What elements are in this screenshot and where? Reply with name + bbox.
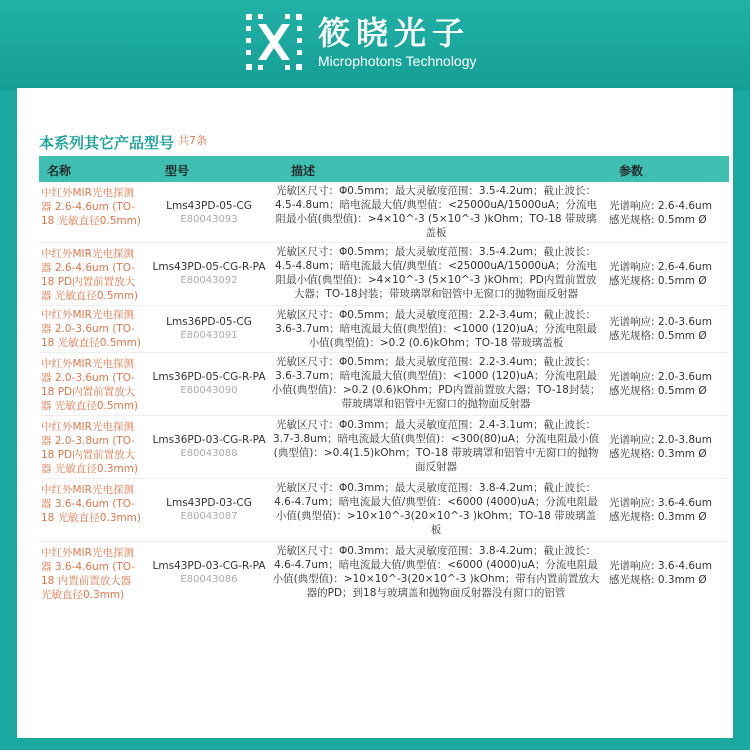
table-row (39, 243, 729, 306)
param-spectral: 光谱响应: 2.0-3.6um (609, 371, 712, 383)
product-code: E80043086 (180, 574, 238, 585)
table-row (39, 306, 729, 353)
product-desc: 光敏区尺寸：Φ0.3mm；最大灵敏度范围：3.8-4.2um；截止波长：4.6-4.7um；暗电流最大值/典型值：<6000 (4000)uA；分流电阻最小值(典型值)：>10×10^-3(20×10^-3 )kOhm；TO-18 带玻璃盖板 (274, 482, 598, 536)
param-spectral: 光谱响应: 2.0-3.8um (609, 434, 712, 446)
header-desc: 描述 (291, 164, 316, 178)
param-size: 感光规格: 0.3mm Ø (609, 511, 707, 523)
product-desc: 光敏区尺寸：Φ0.3mm；最大灵敏度范围：2.4-3.1um；截止波长：3.7-3.8um；暗电流最大值(典型值)：<300(80)uA；分流电阻最小值(典型值)：>0.4(1.5)kOhm；TO-18 带玻璃罩和铝管中无窗口的抛物面反射器 (273, 419, 599, 473)
product-code: E80043093 (180, 214, 238, 225)
product-model[interactable]: Lms43PD-05-CG-R-PA (152, 261, 266, 273)
table-row (39, 353, 729, 416)
param-size: 感光规格: 0.5mm Ø (609, 275, 707, 287)
product-code: E80043090 (180, 385, 238, 396)
param-size: 感光规格: 0.5mm Ø (609, 385, 707, 397)
section-count: 共7条 (178, 134, 208, 147)
product-desc: 光敏区尺寸：Φ0.5mm；最大灵敏度范围：3.5-4.2um；截止波长：4.5-4.8um；暗电流最大值/典型值：<25000uA/15000uA；分流电阻最小值(典型值)：>4×10^-3 (5×10^-3 )kOhm；PD内置前置放大器；TO-18封装；带玻璃罩和铝管中无窗口的抛物面反射器 (275, 246, 597, 300)
product-name-link[interactable]: 中红外MIR光电探测器 2.0-3.8um (TO-18 PD内置前置放大器 光敏直径0.3mm) (41, 421, 139, 475)
table-row (39, 479, 729, 542)
header-name: 名称 (47, 164, 72, 178)
product-code: E80043087 (180, 511, 238, 522)
product-code: E80043088 (180, 448, 238, 459)
param-size: 感光规格: 0.5mm Ø (609, 330, 707, 342)
brand-header (0, 0, 750, 90)
param-spectral: 光谱响应: 2.0-3.6um (609, 316, 712, 328)
logo-mark-icon (244, 12, 304, 72)
product-model[interactable]: Lms36PD-03-CG-R-PA (152, 434, 266, 446)
product-desc: 光敏区尺寸：Φ0.5mm；最大灵敏度范围：3.5-4.2um；截止波长：4.5-4.8um；暗电流最大值/典型值：<25000uA/15000uA；分流电阻最小值(典型值)：>4×10^-3 (5×10^-3 )kOhm；TO-18 带玻璃盖板 (275, 185, 597, 239)
product-model[interactable]: Lms36PD-05-CG (166, 316, 252, 328)
product-code: E80043092 (180, 275, 238, 286)
product-name-link[interactable]: 中红外MIR光电探测器 2.6-4.6um (TO-18 PD内置前置放大器 光敏直径0.5mm) (41, 248, 139, 302)
product-desc: 光敏区尺寸：Φ0.5mm；最大灵敏度范围：2.2-3.4um；截止波长：3.6-3.7um；暗电流最大值(典型值)：<1000 (120)uA；分流电阻最小值(典型值)：>0.2 (0.6)kOhm；TO-18 带玻璃盖板 (275, 309, 597, 349)
param-size: 感光规格: 0.5mm Ø (609, 214, 707, 226)
param-spectral: 光谱响应: 2.6-4.6um (609, 261, 712, 273)
table-row (39, 542, 729, 604)
product-desc: 光敏区尺寸：Φ0.3mm；最大灵敏度范围：3.8-4.2um；截止波长：4.6-4.7um；暗电流最大值/典型值：<6000 (4000)uA；分流电阻最小值(典型值)：>10×10^-3(20×10^-3 )kOhm；带有内置前置放大器的PD；到18与玻璃盖和抛物面反射器没有窗口的铝管 (272, 545, 600, 599)
product-table (39, 156, 729, 604)
product-card (17, 88, 733, 738)
param-spectral: 光谱响应: 3.6-4.6um (609, 497, 712, 509)
table-header (39, 156, 729, 182)
product-model[interactable]: Lms43PD-05-CG (166, 200, 252, 212)
brand-name-en: Microphotons Technology (318, 53, 477, 69)
param-spectral: 光谱响应: 2.6-4.6um (609, 200, 712, 212)
brand-logo (244, 12, 477, 72)
product-desc: 光敏区尺寸：Φ0.5mm；最大灵敏度范围：2.2-3.4um；截止波长：3.6-3.7um；暗电流最大值(典型值)：<1000 (120)uA；分流电阻最小值(典型值)：>0.2 (0.6)kOhm；PD内置前置放大器；TO-18封装；带玻璃罩和铝管中无窗口的抛物面反射器 (271, 356, 601, 410)
product-model[interactable]: Lms36PD-05-CG-R-PA (152, 371, 266, 383)
header-model: 型号 (165, 164, 190, 178)
product-name-link[interactable]: 中红外MIR光电探测器 2.0-3.6um (TO-18 光敏直径0.5mm) (41, 309, 141, 349)
product-name-link[interactable]: 中红外MIR光电探测器 2.0-3.6um (TO-18 PD内置前置放大器 光敏直径0.5mm) (41, 358, 139, 412)
section-title-text: 本系列其它产品型号 (39, 134, 175, 152)
product-code: E80043091 (180, 330, 238, 341)
product-name-link[interactable]: 中红外MIR光电探测器 3.6-4.6um (TO-18 光敏直径0.3mm) (41, 484, 141, 524)
table-row (39, 182, 729, 243)
header-param: 参数 (619, 164, 644, 178)
product-name-link[interactable]: 中红外MIR光电探测器 3.6-4.6um (TO-18 内置前置放大器 光敏直径0.3mm) (41, 547, 136, 601)
table-row (39, 416, 729, 479)
product-name-link[interactable]: 中红外MIR光电探测器 2.6-4.6um (TO-18 光敏直径0.5mm) (41, 187, 141, 227)
param-size: 感光规格: 0.3mm Ø (609, 574, 707, 586)
section-title (39, 132, 207, 153)
product-model[interactable]: Lms43PD-03-CG-R-PA (152, 560, 266, 572)
brand-name-cn: 筱晓光子 (318, 14, 471, 52)
param-size: 感光规格: 0.3mm Ø (609, 448, 707, 460)
param-spectral: 光谱响应: 3.6-4.6um (609, 560, 712, 572)
product-model[interactable]: Lms43PD-03-CG (166, 497, 252, 509)
